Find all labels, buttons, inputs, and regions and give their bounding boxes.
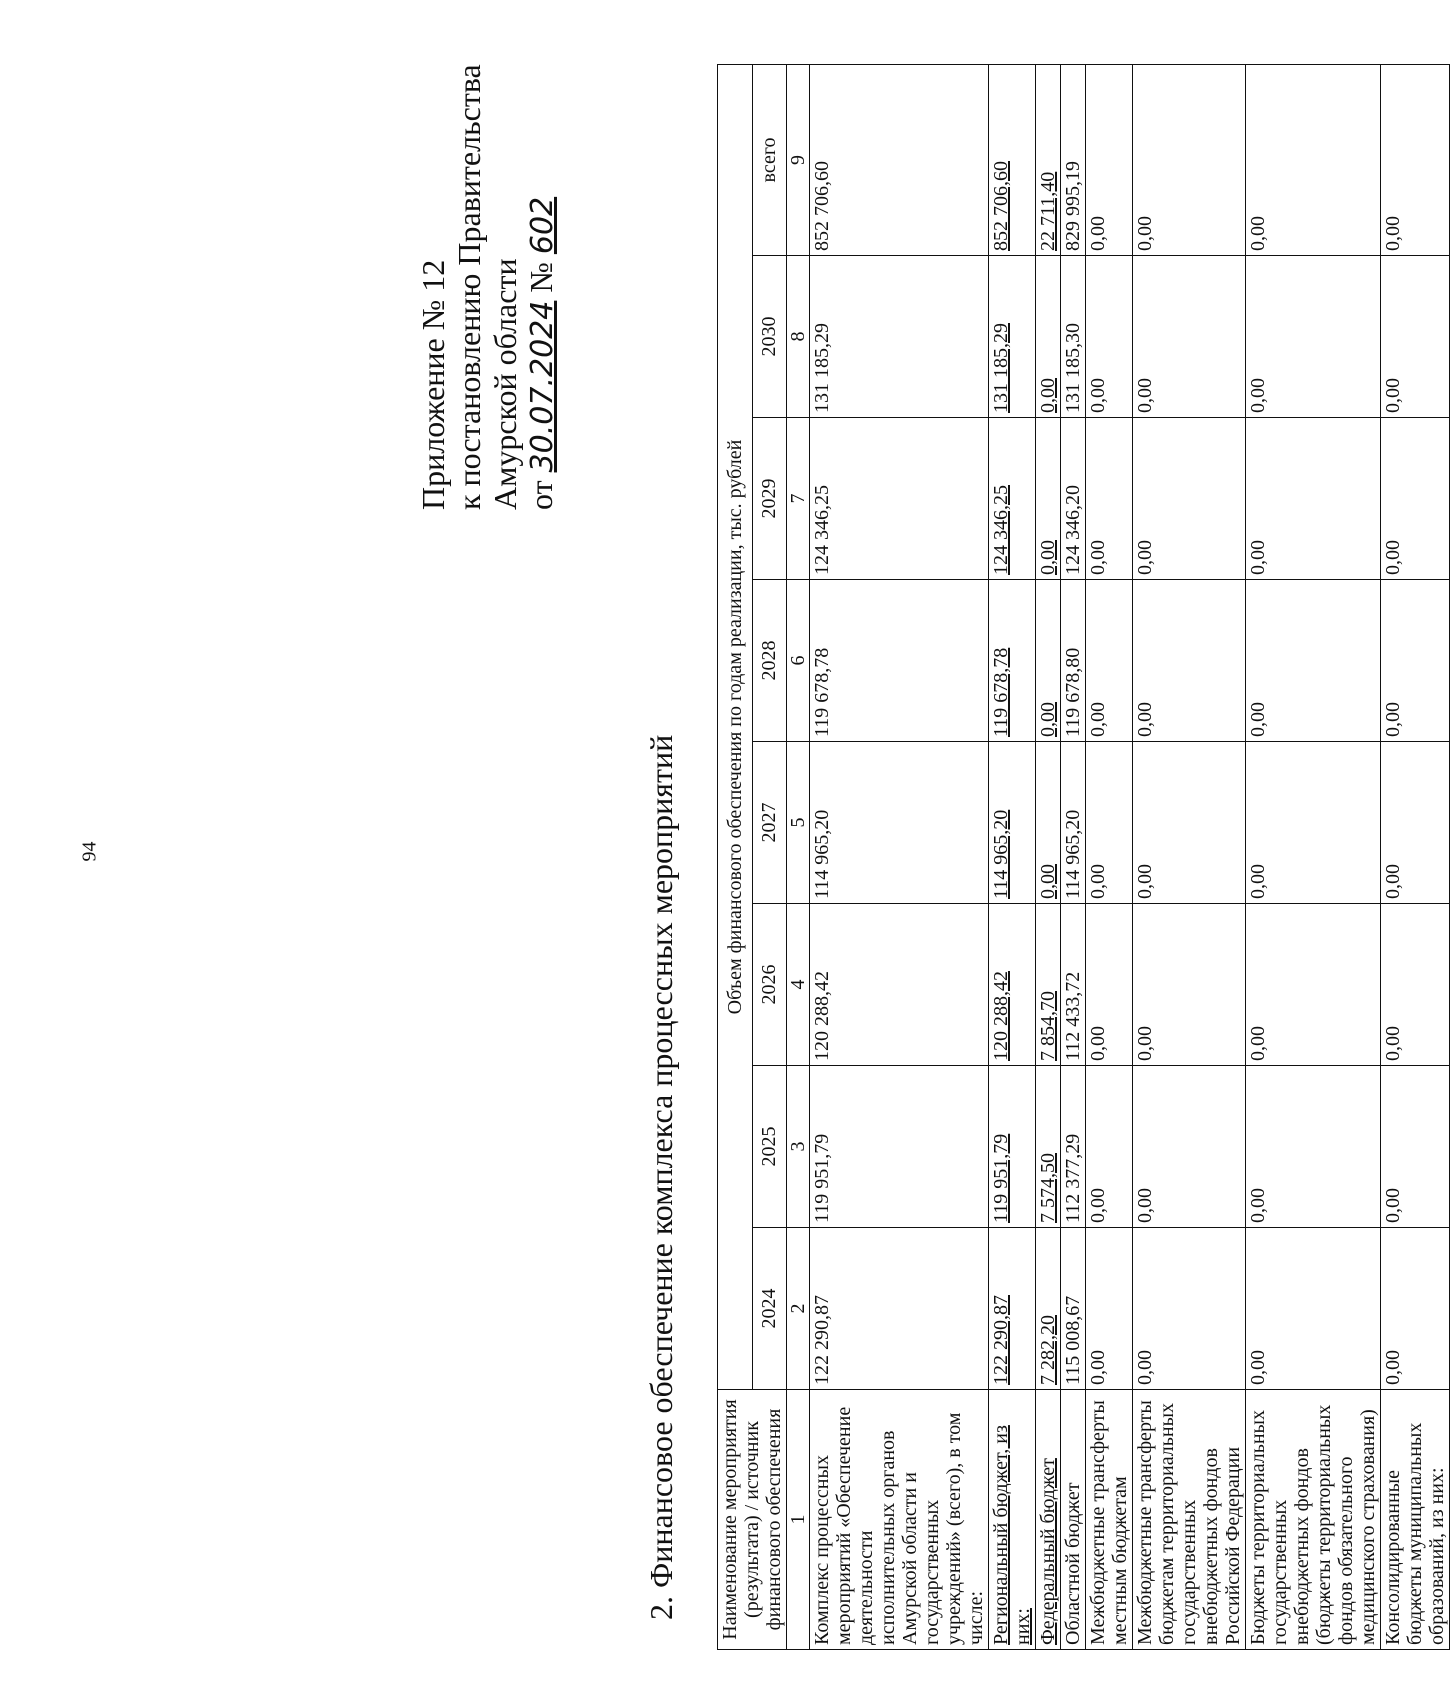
table-row [1381,64,1450,1649]
appendix-title: Приложение № 12 [415,259,451,510]
appendix-resolution: к постановлению Правительства [451,64,487,510]
value-cell: 0,00 [1133,1066,1246,1228]
value-cell: 0,00 [1133,256,1246,418]
value-cell: 119 678,80 [1061,580,1086,742]
value-cell: 114 965,20 [810,742,989,904]
table-body [810,64,1450,1649]
value-cell: 124 346,25 [989,418,1036,580]
rotated-sheet [295,50,1448,1650]
value-cell: 829 995,19 [1061,64,1086,255]
value-cell: 119 678,78 [810,580,989,742]
table-row [1133,64,1246,1649]
value-cell: 119 951,79 [810,1066,989,1228]
value-cell: 0,00 [1036,256,1061,418]
value-cell: 0,00 [1086,904,1133,1066]
page-number: 94 [78,841,101,862]
value-cell: 0,00 [1381,256,1450,418]
value-cell: 0,00 [1381,904,1450,1066]
appendix-block [415,64,561,510]
column-number: 3 [787,1066,810,1228]
year-header: 2026 [752,904,787,1066]
value-cell: 0,00 [1036,742,1061,904]
value-cell: 7 854,70 [1036,904,1061,1066]
value-cell: 0,00 [1086,742,1133,904]
value-cell: 0,00 [1036,580,1061,742]
value-cell: 112 377,29 [1061,1066,1086,1228]
date-prefix: от [523,480,559,510]
value-cell: 0,00 [1133,580,1246,742]
column-number: 2 [787,1228,810,1390]
value-cell: 0,00 [1133,742,1246,904]
row-name-cell: Консолидированные бюджеты муниципальных образований, из них: [1381,1390,1450,1650]
value-cell: 0,00 [1086,1066,1133,1228]
value-cell: 0,00 [1086,256,1133,418]
value-cell: 0,00 [1381,1228,1450,1390]
value-cell: 112 433,72 [1061,904,1086,1066]
value-cell: 0,00 [1086,580,1133,742]
year-header: 2028 [752,580,787,742]
value-cell: 0,00 [1381,742,1450,904]
value-cell: 0,00 [1246,1228,1381,1390]
value-cell: 131 185,29 [810,256,989,418]
value-cell: 119 951,79 [989,1066,1036,1228]
column-number: 4 [787,904,810,1066]
value-cell: 131 185,30 [1061,256,1086,418]
header-name-cell: Наименование мероприятия (результата) / источник финансового обеспечения [718,1390,787,1650]
column-number: 1 [787,1390,810,1650]
row-name-cell: Федеральный бюджет [1036,1390,1061,1650]
column-number: 8 [787,256,810,418]
value-cell: 0,00 [1381,418,1450,580]
value-cell: 0,00 [1133,418,1246,580]
value-cell: 122 290,87 [989,1228,1036,1390]
year-header: 2027 [752,742,787,904]
number-prefix: № [523,262,559,293]
value-cell: 0,00 [1133,64,1246,255]
handwritten-date: 30.07.2024 [525,300,560,473]
value-cell: 0,00 [1036,418,1061,580]
value-cell: 0,00 [1246,904,1381,1066]
column-number: 5 [787,742,810,904]
value-cell: 0,00 [1381,580,1450,742]
total-header: всего [752,64,787,255]
value-cell: 7 282,20 [1036,1228,1061,1390]
table-row [1246,64,1381,1649]
table-row [989,64,1036,1649]
value-cell: 124 346,20 [1061,418,1086,580]
value-cell: 120 288,42 [810,904,989,1066]
value-cell: 131 185,29 [989,256,1036,418]
value-cell: 0,00 [1246,418,1381,580]
value-cell: 0,00 [1246,742,1381,904]
row-name-cell: Региональный бюджет, из них: [989,1390,1036,1650]
table-row [1086,64,1133,1649]
year-header: 2030 [752,256,787,418]
column-number: 6 [787,580,810,742]
financing-table [717,64,1450,1650]
value-cell: 0,00 [1246,1066,1381,1228]
value-cell: 852 706,60 [989,64,1036,255]
table-row [1036,64,1061,1649]
value-cell: 0,00 [1133,1228,1246,1390]
row-name-cell: Межбюджетные трансферты бюджетам территориальных государственных внебюджетных фондов Российской Федерации [1133,1390,1246,1650]
value-cell: 114 965,20 [989,742,1036,904]
column-number-row [787,64,810,1649]
section-title: 2. Финансовое обеспечение комплекса процессных мероприятий [643,734,679,1620]
value-cell: 119 678,78 [989,580,1036,742]
value-cell: 0,00 [1246,64,1381,255]
value-cell: 115 008,67 [1061,1228,1086,1390]
appendix-region: Амурской области [487,258,523,510]
value-cell: 7 574,50 [1036,1066,1061,1228]
value-cell: 0,00 [1246,256,1381,418]
year-header: 2024 [752,1228,787,1390]
column-number: 7 [787,418,810,580]
handwritten-number: 602 [525,196,560,255]
value-cell: 0,00 [1133,904,1246,1066]
header-group-cell: Объем финансового обеспечения по годам реализации, тыс. рублей [718,64,753,1389]
row-name-cell: Межбюджетные трансферты местным бюджетам [1086,1390,1133,1650]
year-header: 2029 [752,418,787,580]
value-cell: 0,00 [1381,1066,1450,1228]
value-cell: 0,00 [1246,580,1381,742]
value-cell: 852 706,60 [810,64,989,255]
value-cell: 0,00 [1086,1228,1133,1390]
value-cell: 0,00 [1086,418,1133,580]
row-name-cell: Областной бюджет [1061,1390,1086,1650]
table-row [1061,64,1086,1649]
value-cell: 22 711,40 [1036,64,1061,255]
row-name-cell: Комплекс процессных мероприятий «Обеспечение деятельности исполнительных органов Амурской области и государственных учреждений» (всего), в том числе: [810,1390,989,1650]
value-cell: 122 290,87 [810,1228,989,1390]
row-name-cell: Бюджеты территориальных государственных внебюджетных фондов (бюджеты территориальных фондов обязательного медицинского страхования) [1246,1390,1381,1650]
table-header-row [718,64,753,1649]
column-number: 9 [787,64,810,255]
value-cell: 114 965,20 [1061,742,1086,904]
year-header: 2025 [752,1066,787,1228]
appendix-date-line [523,64,561,510]
value-cell: 124 346,25 [810,418,989,580]
value-cell: 0,00 [1086,64,1133,255]
value-cell: 0,00 [1381,64,1450,255]
table-row [810,64,989,1649]
value-cell: 120 288,42 [989,904,1036,1066]
